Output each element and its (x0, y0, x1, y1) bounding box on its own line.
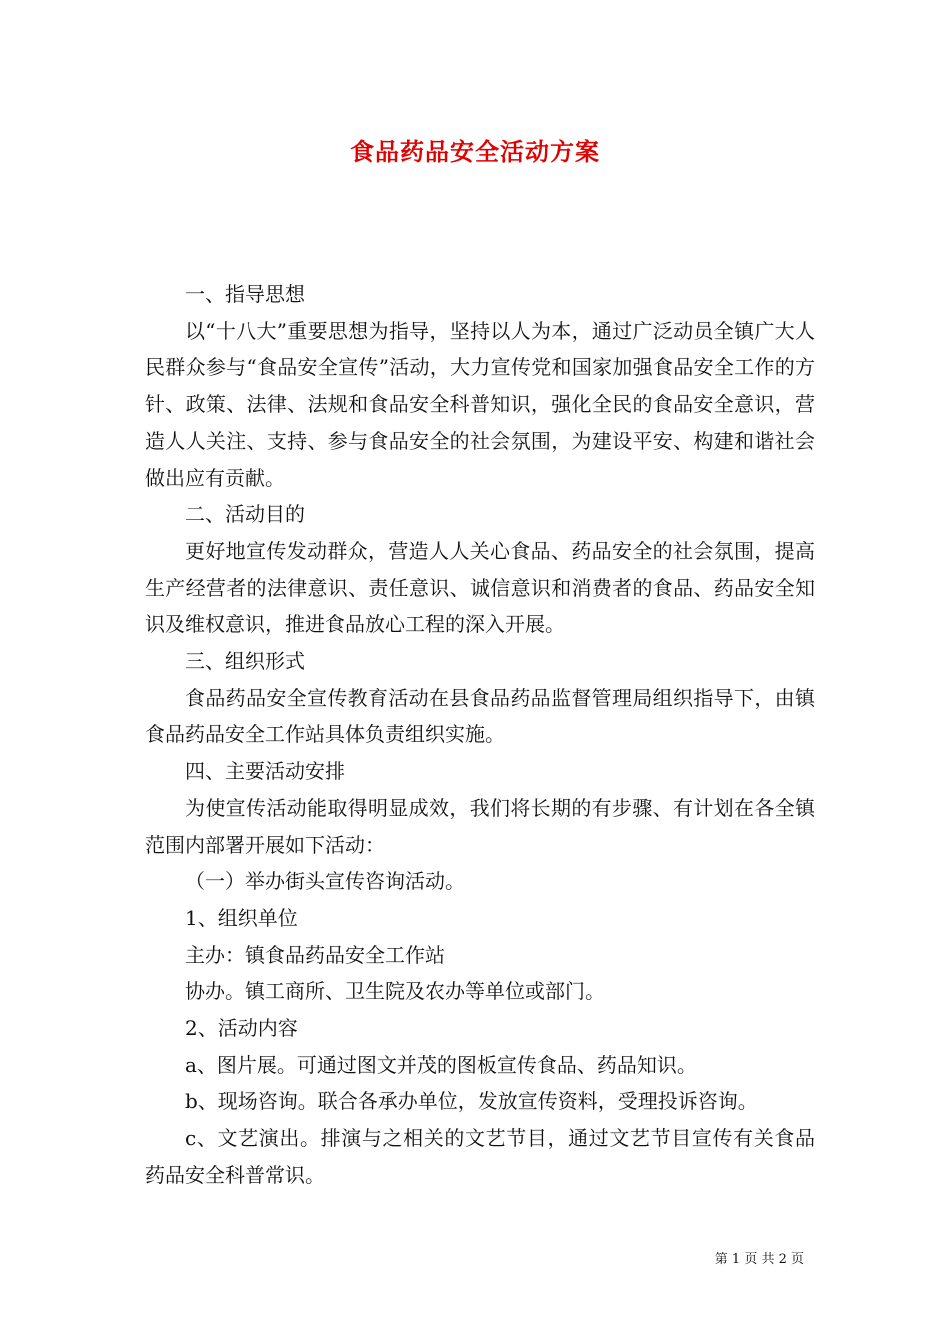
document-title: 食品药品安全活动方案 (350, 137, 600, 166)
subheading-street-campaign: （一）举办街头宣传咨询活动。 (185, 869, 465, 894)
paragraph-activity-purpose: 更好地宣传发动群众，营造人人关心食品、药品安全的社会氛围，提高生产经营者的法律意识、责任意识、诚信意识和消费者的食品、药品安全知识及维权意识，推进食品放心工程的深入开展。 (145, 538, 815, 637)
heading-activity-purpose: 二、活动目的 (185, 502, 305, 527)
item-art-performance: c、文艺演出。排演与之相关的文艺节目，通过文艺节目宣传有关食品药品安全科普常识。 (145, 1126, 815, 1187)
document-body (145, 276, 815, 1194)
heading-organization-form: 三、组织形式 (185, 649, 305, 674)
item-organizer-heading: 1、组织单位 (185, 905, 298, 930)
item-host: 主办：镇食品药品安全工作站 (185, 942, 445, 967)
paragraph-organization-form: 食品药品安全宣传教育活动在县食品药品监督管理局组织指导下，由镇食品药品安全工作站具体负责组织实施。 (145, 685, 815, 747)
item-content-heading: 2、活动内容 (185, 1016, 298, 1041)
item-onsite-consulting: b、现场咨询。联合各承办单位，发放宣传资料，受理投诉咨询。 (185, 1089, 758, 1114)
heading-main-activities: 四、主要活动安排 (185, 759, 345, 784)
item-picture-exhibition: a、图片展。可通过图文并茂的图板宣传食品、药品知识。 (185, 1052, 697, 1077)
paragraph-guiding-ideology: 以“十八大”重要思想为指导，坚持以人为本，通过广泛动员全镇广大人民群众参与“食品安全宣传”活动，大力宣传党和国家加强食品安全工作的方针、政策、法律、法规和食品安全科普知识，强化全民的食品安全意识，营造人人关注、支持、参与食品安全的社会氛围，为建设平安、构建和谐社会做出应有贡献。 (145, 318, 815, 490)
paragraph-main-activities: 为使宣传活动能取得明显成效，我们将长期的有步骤、有计划在各全镇范围内部署开展如下活动： (145, 795, 815, 857)
item-co-host: 协办。镇工商所、卫生院及农办等单位或部门。 (185, 979, 605, 1004)
heading-guiding-ideology: 一、指导思想 (185, 282, 305, 306)
page-number: 第 1 页 共 2 页 (714, 1252, 804, 1267)
